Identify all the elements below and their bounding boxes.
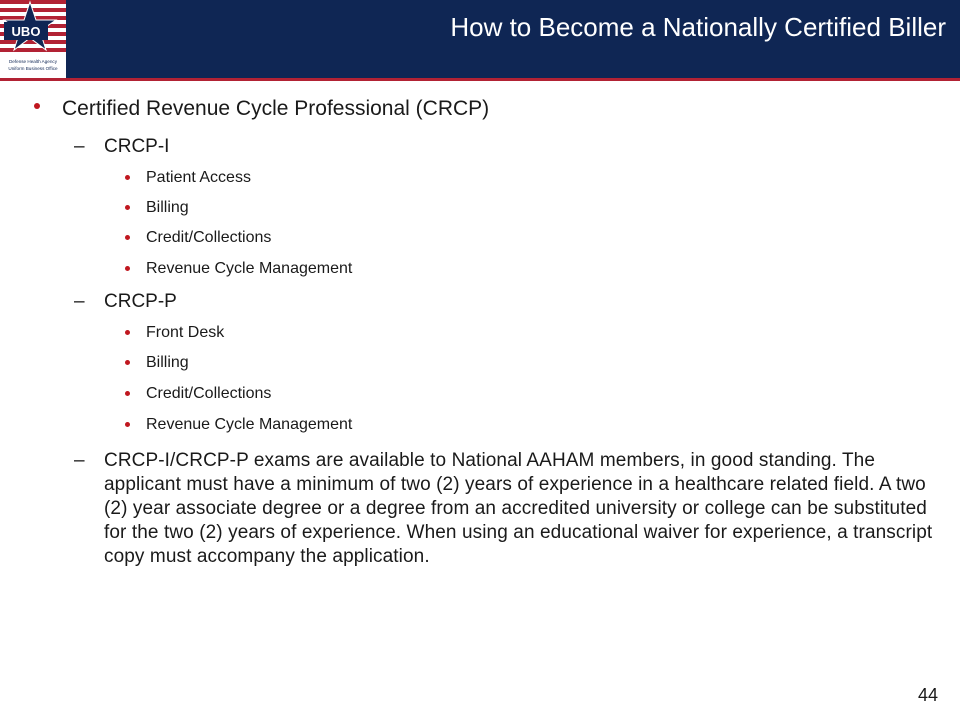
dash-marker: – <box>74 291 85 312</box>
list-item: Credit/Collections <box>146 229 272 246</box>
bullet-dot <box>125 205 130 210</box>
bullet-dot <box>125 422 130 427</box>
section-label-crcp-i: CRCP-I <box>104 136 170 157</box>
list-item: Front Desk <box>146 324 225 341</box>
dash-marker: – <box>74 450 85 471</box>
bullet-dot <box>125 360 130 365</box>
bullet-dot <box>125 391 130 396</box>
bullet-dot <box>125 330 130 335</box>
bullet-dot <box>125 235 130 240</box>
slide-title: How to Become a Nationally Certified Biller <box>450 12 946 42</box>
list-item: Credit/Collections <box>146 385 272 402</box>
logo-subtext-2: Uniform Business Office <box>8 66 58 71</box>
logo-subtext-1: Defense Health Agency <box>8 59 58 64</box>
list-item: Billing <box>146 199 189 216</box>
list-item: Revenue Cycle Management <box>146 416 353 433</box>
section-label-crcp-p: CRCP-P <box>104 291 177 312</box>
page-number: 44 <box>917 685 938 705</box>
list-item: Patient Access <box>146 169 251 186</box>
bullet-dot <box>34 103 40 109</box>
eligibility-paragraph: CRCP-I/CRCP-P exams are available to National AAHAM members, in good standing. The applicant must have a minimum of two (2) years of experience in a healthcare related field. A two (2) year associate degree or a degree from an accredited university or college can be substituted for the two (2) years of experience. When using an educational waiver for experience, a transcript copy must accompany the application. <box>104 450 933 567</box>
main-bullet-text: Certified Revenue Cycle Professional (CRCP) <box>62 97 490 120</box>
bullet-dot <box>125 266 130 271</box>
list-item: Revenue Cycle Management <box>146 260 353 277</box>
logo-ubo-text: UBO <box>11 24 41 39</box>
list-item: Billing <box>146 354 189 371</box>
bullet-dot <box>125 175 130 180</box>
dash-marker: – <box>74 136 85 157</box>
